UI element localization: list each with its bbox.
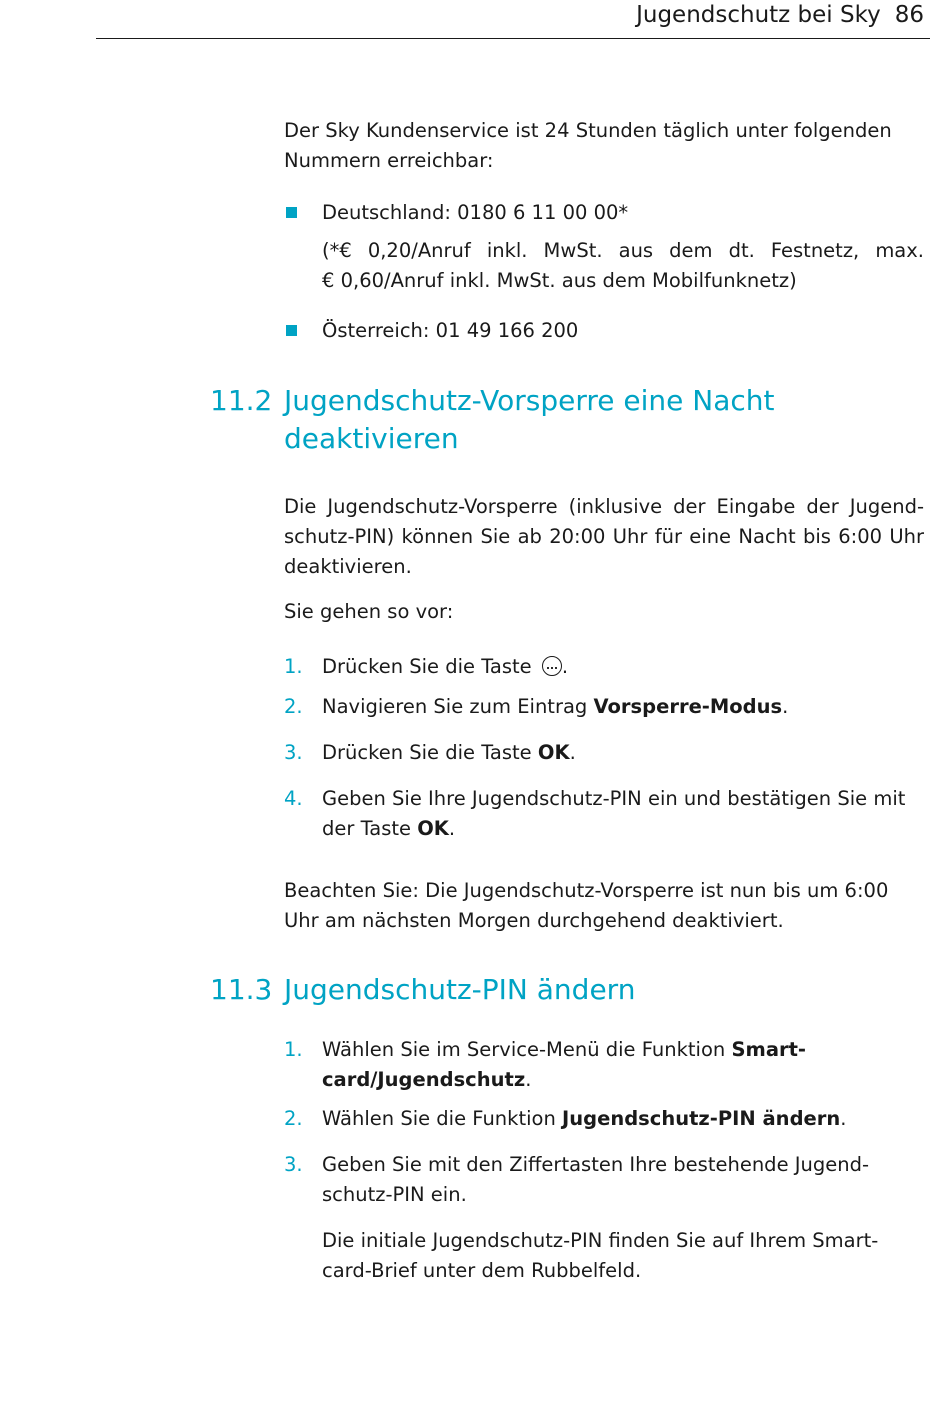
hint-line1: Die initiale Jugendschutz-PIN finden Sie auf Ihrem Smart- xyxy=(322,1229,879,1252)
step-text-bold: OK xyxy=(417,817,449,840)
section-number: 11.2 xyxy=(210,384,273,417)
step-text: der Taste xyxy=(322,817,418,840)
step-text: Wählen Sie die Funktion xyxy=(322,1107,563,1130)
step-text: Wählen Sie im Service-Menü die Funktion xyxy=(322,1038,732,1061)
contact-germany-note-line2: € 0,60/Anruf inkl. MwSt. aus dem Mobilfunknetz) xyxy=(322,269,797,292)
step-text-end: . xyxy=(569,741,576,764)
step-text-line1: Geben Sie mit den Ziffertasten Ihre bestehende Jugend- xyxy=(322,1153,870,1176)
header-text xyxy=(636,2,924,28)
square-bullet-icon xyxy=(286,325,297,336)
page-header xyxy=(96,0,930,39)
step-number: 3. xyxy=(284,1153,303,1176)
procedure-intro-text: Sie gehen so vor: xyxy=(284,600,454,623)
step-number: 1. xyxy=(284,655,303,678)
step-text-line2: schutz-PIN ein. xyxy=(322,1183,467,1206)
step-text-line1: Geben Sie Ihre Jugendschutz-PIN ein und bestätigen Sie mit xyxy=(322,787,906,810)
hint-line2: card-Brief unter dem Rubbelfeld. xyxy=(322,1259,642,1282)
step-text-end: . xyxy=(525,1068,532,1091)
note-line1: Beachten Sie: Die Jugendschutz-Vorsperre ist nun bis um 6:00 xyxy=(284,879,889,902)
step-text-bold: OK xyxy=(537,741,570,764)
step-text: Drücken Sie die Taste xyxy=(322,655,538,678)
intro-text: Der Sky Kundenservice ist 24 Stunden täglich unter folgenden Nummern erreichbar: xyxy=(284,119,892,172)
step-text-end: . xyxy=(448,817,456,840)
step-text: Drücken Sie die Taste xyxy=(322,741,538,764)
para-line3: deaktivieren. xyxy=(284,555,412,578)
step-number: 2. xyxy=(284,1107,303,1130)
step-text-end: . xyxy=(561,655,569,678)
square-bullet-icon xyxy=(286,207,297,218)
page-number: 86 xyxy=(894,2,924,28)
para-line1: Die Jugendschutz-Vorsperre (inklusive der Eingabe der Jugend- xyxy=(284,495,924,518)
step-number: 4. xyxy=(284,787,303,810)
section-title-line2: deaktivieren xyxy=(284,422,459,455)
section-11-2-note xyxy=(284,876,924,936)
step-text-bold: Jugendschutz-PIN ändern xyxy=(562,1107,841,1130)
procedure-intro xyxy=(284,597,924,627)
para-line2: schutz-PIN) können Sie ab 20:00 Uhr für eine Nacht bis 6:00 Uhr xyxy=(284,525,924,548)
menu-dots-circle-icon xyxy=(542,656,562,676)
note-line2: Uhr am nächsten Morgen durchgehend deaktiviert. xyxy=(284,909,784,932)
intro-paragraph xyxy=(284,116,924,176)
contact-austria-text: Österreich: 01 49 166 200 xyxy=(322,319,579,342)
header-title: Jugendschutz bei Sky xyxy=(636,2,881,28)
step-text-bold: card/Jugendschutz xyxy=(322,1068,526,1091)
step-text-end: . xyxy=(782,695,789,718)
step-text-bold: Vorsperre-Modus xyxy=(593,695,783,718)
step-text: Navigieren Sie zum Eintrag xyxy=(322,695,594,718)
section-title: Jugendschutz-PIN ändern xyxy=(284,973,636,1006)
contact-germany-note-line1: (*€ 0,20/Anruf inkl. MwSt. aus dem dt. Festnetz, max. xyxy=(322,239,924,262)
section-number: 11.3 xyxy=(210,973,273,1006)
step-number: 3. xyxy=(284,741,303,764)
step-text-bold: Smart- xyxy=(731,1038,807,1061)
step-number: 2. xyxy=(284,695,303,718)
step-text-end: . xyxy=(840,1107,847,1130)
contact-germany-text: Deutschland: 0180 6 11 00 00* xyxy=(322,201,629,224)
step-number: 1. xyxy=(284,1038,303,1061)
section-title-line1: Jugendschutz-Vorsperre eine Nacht xyxy=(284,384,775,417)
section-11-2-paragraph xyxy=(284,492,924,582)
